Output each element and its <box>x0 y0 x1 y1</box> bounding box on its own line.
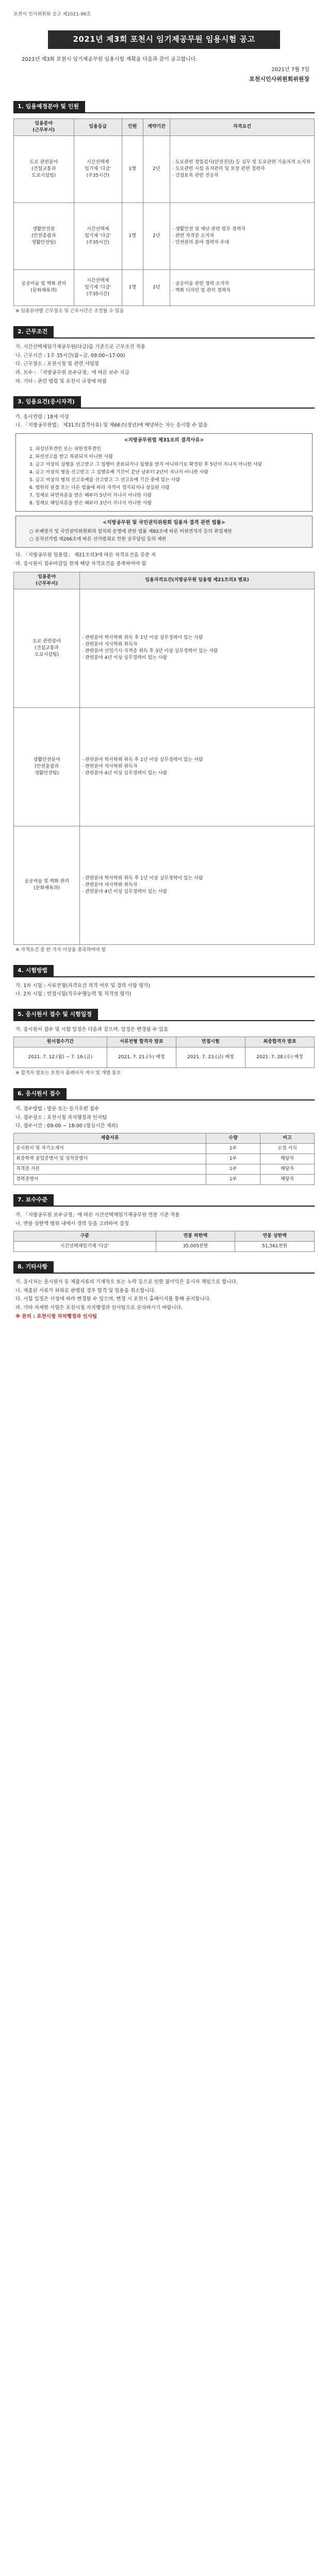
list-item: 가. 응시원서 접수 및 시험 일정은 다음과 같으며, 일정은 변경될 수 있음 <box>15 1027 169 1033</box>
table-header: 연봉 하한액 <box>156 1231 235 1241</box>
field-cell: 공공미술 및 벽화 관리 (문화체육과) <box>14 826 80 944</box>
table-row <box>14 1154 315 1164</box>
table-header: 제출서류 <box>14 1133 206 1144</box>
table-header: 인원 <box>122 118 143 135</box>
list-item: 다. 시험 일정은 사정에 따라 변경될 수 있으며, 변경 시 포천시 홈페이지를 통해 공지합니다. <box>15 1296 211 1302</box>
table-note: ※ 합격자 발표는 포천시 홈페이지 게시 및 개별 통보 <box>15 1070 121 1076</box>
req-cell: · 관련분야 학사학위 취득 후 1년 이상 실무경력이 있는 사람 · 관련분야 석사학위 취득자 · 관련분야 4년 이상 실무경력이 있는 사람 <box>80 707 315 826</box>
list-item: 8. 징계로 해임처분을 받은 때부터 3년이 지나지 아니한 사람 <box>29 501 152 506</box>
contact-line: ※ 문의 : 포천시청 자치행정과 인사팀 <box>15 1314 97 1320</box>
count-cell: 1명 <box>122 202 143 269</box>
req-cell: · 관련분야 학사학위 취득 후 1년 이상 실무경력이 있는 사람 · 관련분야 석사학위 취득자 · 관련분야 산업기사 자격증 취득 후 3년 이상 실무경력이 있는 사람 · 관련분야 4년 이상 실무경력이 있는 사람 <box>80 589 315 707</box>
salary-table <box>13 1231 315 1252</box>
box-title: <지방공무원법 제31조의 결격사유> <box>124 437 204 444</box>
list-item: 2. 파산선고를 받고 복권되지 아니한 사람 <box>29 454 113 460</box>
list-item: 3. 금고 이상의 실형을 선고받고 그 집행이 종료되거나 집행을 받지 아니하기로 확정된 후 5년이 지나지 아니한 사람 <box>29 462 263 467</box>
list-item: 다. 「지방공무원 임용령」 제21조의3에 따른 자격요건을 갖춘 자 <box>15 552 156 558</box>
schedule-table <box>13 1037 315 1068</box>
list-item: 라. 기타 자세한 사항은 포천시청 자치행정과 인사팀으로 문의하시기 바랍니다. <box>15 1305 183 1311</box>
table-cell: 1부 <box>206 1164 260 1175</box>
table-header: 임용자격요건(지방공무원 임용령 제21조의3 별표) <box>80 572 315 589</box>
table-row <box>14 1047 315 1067</box>
list-item: 1. 피성년후견인 또는 피한정후견인 <box>29 446 101 452</box>
table-row <box>14 1164 315 1175</box>
list-item: ○ 공직선거법 제266조에 따른 선거범죄로 인한 공무담임 등의 제한 <box>29 537 167 542</box>
table-row <box>14 1175 315 1185</box>
table-cell: 2021. 7. 28.(수) 예정 <box>245 1047 314 1067</box>
list-item: 나. 연봉 상한액 범위 내에서 경력 등을 고려하여 결정 <box>15 1221 129 1227</box>
table-cell: 1부 <box>206 1154 260 1164</box>
list-item: 7. 징계로 파면처분을 받은 때부터 5년이 지나지 아니한 사람 <box>29 493 152 499</box>
list-item: 가. 접수방법 : 방문 또는 등기우편 접수 <box>15 1106 99 1112</box>
section-7-heading: 7. 보수수준 <box>13 1194 54 1206</box>
list-item: 나. 접수장소 : 포천시청 자치행정과 인사팀 <box>15 1114 107 1121</box>
field-cell: 생활안전분 (안전총괄과 생활안전팀) <box>14 202 74 269</box>
table-cell: 최종학력 졸업증명서 및 성적증명서 <box>14 1154 206 1164</box>
box-title: <지방공무원 및 국민권익위원회 임용자 결격 관련 법률> <box>103 520 225 526</box>
field-cell: 도로 관련분야 (건설교통과 도로시설팀) <box>14 589 80 707</box>
notice-title: 2021년 제3회 포천시 임기제공무원 임용시험 공고 <box>48 30 280 49</box>
table-note: ※ 자격요건 중 한 가지 이상을 충족하여야 함 <box>15 947 106 953</box>
table-header: 임용분야 (근무부서) <box>14 118 74 135</box>
documents-table <box>13 1133 315 1185</box>
list-item: 가. 응시자는 응시원서 등 제출서류의 기재착오 또는 누락 등으로 인한 불이익은 응시자 책임으로 합니다. <box>15 1279 238 1285</box>
req-cell: · 관련분야 학사학위 취득 후 1년 이상 실무경력이 있는 사람 · 관련분야 석사학위 취득자 · 관련분야 4년 이상 실무경력이 있는 사람 <box>80 826 315 944</box>
qualification-table <box>13 572 315 945</box>
list-item: 나. 제출된 서류가 허위로 판명될 경우 합격 및 임용을 취소합니다. <box>15 1287 156 1294</box>
table-cell: 1부 <box>206 1144 260 1154</box>
table-header: 비고 <box>260 1133 315 1144</box>
count-cell: 1명 <box>122 269 143 306</box>
table-row <box>14 202 315 269</box>
table-header: 연봉 상한액 <box>235 1231 315 1241</box>
notice-date: 2021년 7월 7일 <box>271 67 309 73</box>
list-item: 마. 기타 : 관련 법령 및 포천시 규정에 따름 <box>15 378 107 384</box>
notice-intro: 2021년 제3회 포천시 임기제공무원 임용시험 계획을 다음과 같이 공고합니다. <box>22 56 198 62</box>
list-item: 나. 「지방공무원법」 제31조(결격사유) 및 제66조(정년)에 해당하는 자는 응시할 수 없음 <box>15 422 208 429</box>
section-6-heading: 6. 응시원서 접수 <box>13 1088 67 1099</box>
table-cell: 응시원서 및 자기소개서 <box>14 1144 206 1154</box>
table-note: ※ 임용분야별 근무장소 및 근무시간은 조정될 수 있음 <box>15 308 124 314</box>
table-row <box>14 1241 315 1251</box>
term-cell: 2년 <box>143 135 170 202</box>
list-item: 가. 「지방공무원 보수규정」에 따른 시간선택제임기제공무원 연봉 기준 적용 <box>15 1212 180 1218</box>
table-header: 임용등급 <box>74 118 122 135</box>
table-cell: 시간선택제임기제 '다급' <box>14 1241 156 1251</box>
table-cell: 소정 서식 <box>260 1144 315 1154</box>
field-cell: 생활안전분야 (안전총괄과 생활안전팀) <box>14 707 80 826</box>
list-item: 나. 근무시간 : 1주 35시간(월~금, 09:00~17:00) <box>15 352 125 359</box>
section-4-heading: 4. 시험방법 <box>13 965 54 976</box>
section-2-heading: 2. 근무조건 <box>13 326 54 337</box>
list-item: 라. 응시원서 접수마감일 현재 해당 자격요건을 충족하여야 함 <box>15 561 146 567</box>
term-cell: 2년 <box>143 202 170 269</box>
term-cell: 2년 <box>143 269 170 306</box>
doc-number: 포천시 인사위원회 공고 제2021-96호 <box>13 12 91 17</box>
section-3-heading: 3. 임용요건(응시자격) <box>13 396 81 408</box>
req-cell: · 도로관련 정밀검사(안전진단) 등 실무 및 도로관련 기술자격 소지자 · 도로관련 시설 유지관리 및 포장 관련 경력자 · 건설토목 관련 전공자 <box>170 135 315 202</box>
field-cell: 도로 관련분야 (건설교통과 도로시설팀) <box>14 135 74 202</box>
list-item: 가. 응시연령 : 18세 이상 <box>15 414 69 420</box>
table-cell: 해당자 <box>260 1154 315 1164</box>
list-item: 5. 금고 이상의 형의 선고유예를 선고받고 그 선고유예 기간 중에 있는 사람 <box>29 478 181 483</box>
table-row <box>14 589 315 707</box>
field-cell: 공공미술 및 벽화 관리 (문화체육과) <box>14 269 74 306</box>
table-row <box>14 1144 315 1154</box>
table-cell: 해당자 <box>260 1164 315 1175</box>
related-law-box <box>15 516 313 548</box>
table-header: 임용분야 (근무부서) <box>14 572 80 589</box>
grade-cell: 시간선택제 임기제 '다급' (주35시간) <box>74 269 122 306</box>
table-cell: 51,561천원 <box>235 1241 315 1251</box>
table-cell: 2021. 7. 12.(월) ~ 7. 16.(금) <box>14 1047 107 1067</box>
recruitment-table <box>13 118 315 306</box>
agency-name: 포천시인사위원회위원장 <box>249 75 309 82</box>
table-cell: 2021. 7. 21.(수) 예정 <box>107 1047 176 1067</box>
table-header: 구분 <box>14 1231 156 1241</box>
table-header: 서류전형 합격자 발표 <box>107 1037 176 1047</box>
req-cell: · 생활안전 및 재난 관련 업무 경력자 · 관련 자격증 소지자 · 안전관리 분야 경력자 우대 <box>170 202 315 269</box>
req-cell: · 공공미술 관련 경력 소지자 · 벽화 디자인 및 관리 경력자 <box>170 269 315 306</box>
table-header: 수량 <box>206 1133 260 1144</box>
disqualification-box <box>15 433 313 512</box>
list-item: ○ 부패방지 및 국민권익위원회의 설치와 운영에 관한 법률 제82조에 따른 비위면직자 등의 취업제한 <box>29 529 232 534</box>
section-5-heading: 5. 응시원서 접수 및 시험일정 <box>13 1009 98 1020</box>
table-cell: 2021. 7. 23.(금) 예정 <box>176 1047 245 1067</box>
table-header: 면접시험 <box>176 1037 245 1047</box>
table-row <box>14 135 315 202</box>
table-cell: 1부 <box>206 1175 260 1185</box>
grade-cell: 시간선택제 임기제 '다급' (주35시간) <box>74 202 122 269</box>
count-cell: 1명 <box>122 135 143 202</box>
table-header: 원서접수기간 <box>14 1037 107 1047</box>
list-item: 다. 접수시간 : 09:00 ~ 18:00 (점심시간 제외) <box>15 1123 118 1129</box>
grade-cell: 시간선택제 임기제 '다급' (주35시간) <box>74 135 122 202</box>
list-item: 가. 1차 시험 : 서류전형(자격요건 적격 여부 및 경력 사항 평가) <box>15 982 150 989</box>
table-header: 계약기간 <box>143 118 170 135</box>
list-item: 다. 근무장소 : 포천시청 및 관련 사업장 <box>15 361 99 367</box>
table-row <box>14 707 315 826</box>
table-row <box>14 826 315 944</box>
table-row <box>14 269 315 306</box>
list-item: 4. 금고 이상의 형을 선고받고 그 집행유예 기간이 끝난 날부터 2년이 지나지 아니한 사람 <box>29 469 209 475</box>
list-item: 6. 법원의 판결 또는 다른 법률에 따라 자격이 정지되거나 상실된 사람 <box>29 485 170 491</box>
list-item: 가. 시간선택제임기제공무원(다급)을 기준으로 근무조건 적용 <box>15 344 145 350</box>
table-cell: 35,005천원 <box>156 1241 235 1251</box>
section-1-heading: 1. 임용예정분야 및 인원 <box>13 101 85 112</box>
section-8-heading: 8. 기타사항 <box>13 1261 54 1273</box>
table-header: 자격요건 <box>170 118 315 135</box>
list-item: 나. 2차 시험 : 면접시험(직무수행능력 및 적격성 평가) <box>15 991 132 997</box>
table-header: 최종합격자 발표 <box>245 1037 314 1047</box>
list-item: 라. 보수 : 「지방공무원 보수규정」에 따른 보수 지급 <box>15 370 129 376</box>
table-cell: 해당자 <box>260 1175 315 1185</box>
table-cell: 경력증명서 <box>14 1175 206 1185</box>
table-cell: 자격증 사본 <box>14 1164 206 1175</box>
